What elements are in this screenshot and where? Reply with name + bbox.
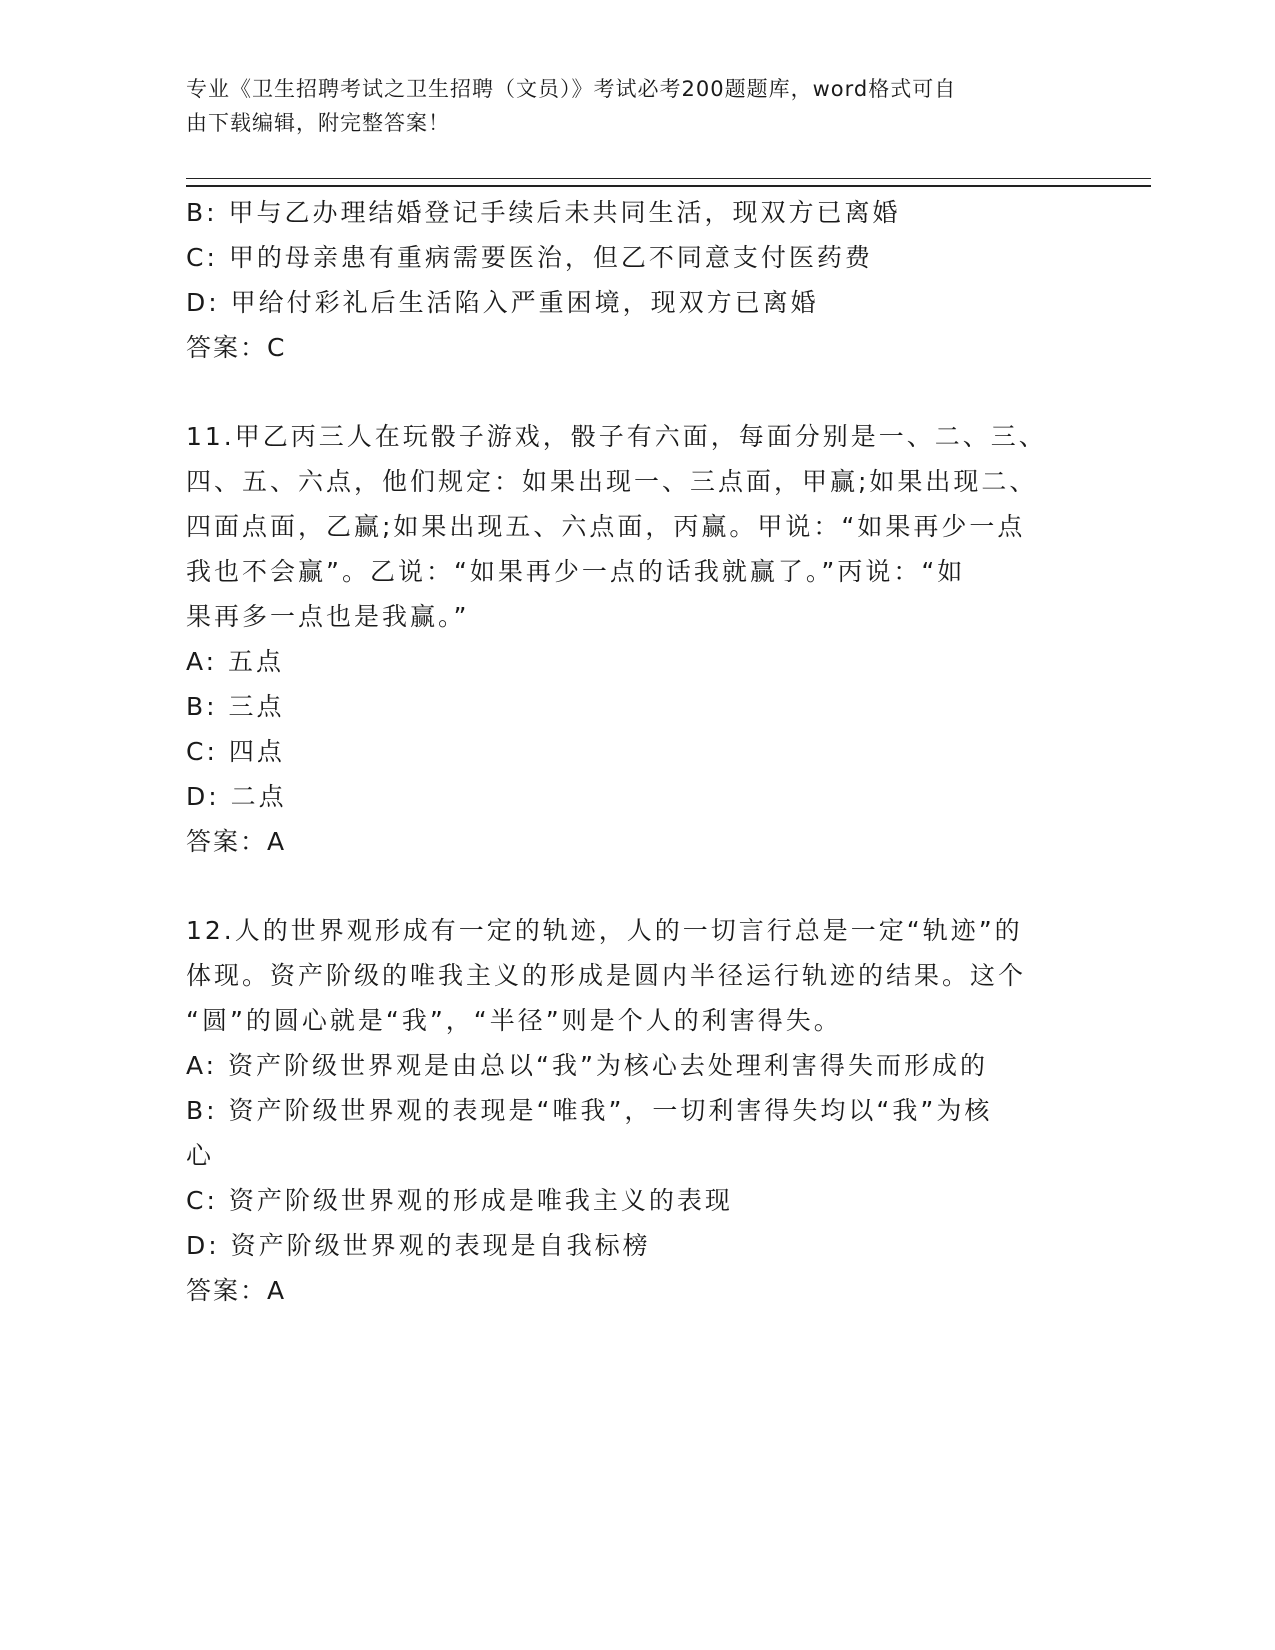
spacer — [186, 370, 1076, 414]
document-body — [186, 190, 1076, 1313]
option-d: D: 资产阶级世界观的表现是自我标榜 — [186, 1231, 651, 1260]
option-c: C: 资产阶级世界观的形成是唯我主义的表现 — [186, 1186, 733, 1215]
option-b-continued: 心 — [186, 1141, 215, 1170]
option-b: B: 三点 — [186, 692, 285, 721]
question-10-continued — [186, 190, 1076, 370]
question-stem-line: “圆”的圆心就是“我”，“半径”则是个人的利害得失。 — [186, 1006, 842, 1035]
answer: 答案：A — [186, 827, 287, 856]
header-title-line-1: 专业《卫生招聘考试之卫生招聘（文员）》考试必考200题题库，word格式可自 — [186, 77, 957, 101]
question-stem-line: 四、五、六点，他们规定：如果出现一、三点面，甲赢;如果出现二、 — [186, 467, 1038, 496]
question-stem-line: 体现。资产阶级的唯我主义的形成是圆内半径运行轨迹的结果。这个 — [186, 961, 1027, 990]
option-c: C: 甲的母亲患有重病需要医治，但乙不同意支付医药费 — [186, 243, 873, 272]
question-11 — [186, 414, 1076, 864]
question-stem-line: 我也不会赢”。乙说：“如果再少一点的话我就赢了。”丙说：“如 — [186, 557, 966, 586]
document-header — [186, 72, 1086, 140]
answer: 答案：C — [186, 333, 287, 362]
option-b: B: 资产阶级世界观的表现是“唯我”，一切利害得失均以“我”为核 — [186, 1096, 993, 1125]
header-title-line-2: 由下载编辑，附完整答案！ — [186, 111, 450, 135]
option-b: B: 甲与乙办理结婚登记手续后未共同生活，现双方已离婚 — [186, 198, 901, 227]
question-stem-line: 四面点面，乙赢;如果出现五、六点面，丙赢。甲说：“如果再少一点 — [186, 512, 1026, 541]
answer: 答案：A — [186, 1276, 287, 1305]
question-12 — [186, 908, 1076, 1313]
header-divider — [186, 178, 1151, 187]
spacer — [186, 864, 1076, 908]
option-d: D: 二点 — [186, 782, 287, 811]
question-stem-line: 11.甲乙丙三人在玩骰子游戏，骰子有六面，每面分别是一、二、三、 — [186, 422, 1047, 451]
question-stem-line: 果再多一点也是我赢。” — [186, 602, 470, 631]
question-stem-line: 12.人的世界观形成有一定的轨迹，人的一切言行总是一定“轨迹”的 — [186, 916, 1023, 945]
option-c: C: 四点 — [186, 737, 285, 766]
option-a: A: 资产阶级世界观是由总以“我”为核心去处理利害得失而形成的 — [186, 1051, 988, 1080]
option-d: D: 甲给付彩礼后生活陷入严重困境，现双方已离婚 — [186, 288, 819, 317]
option-a: A: 五点 — [186, 647, 285, 676]
